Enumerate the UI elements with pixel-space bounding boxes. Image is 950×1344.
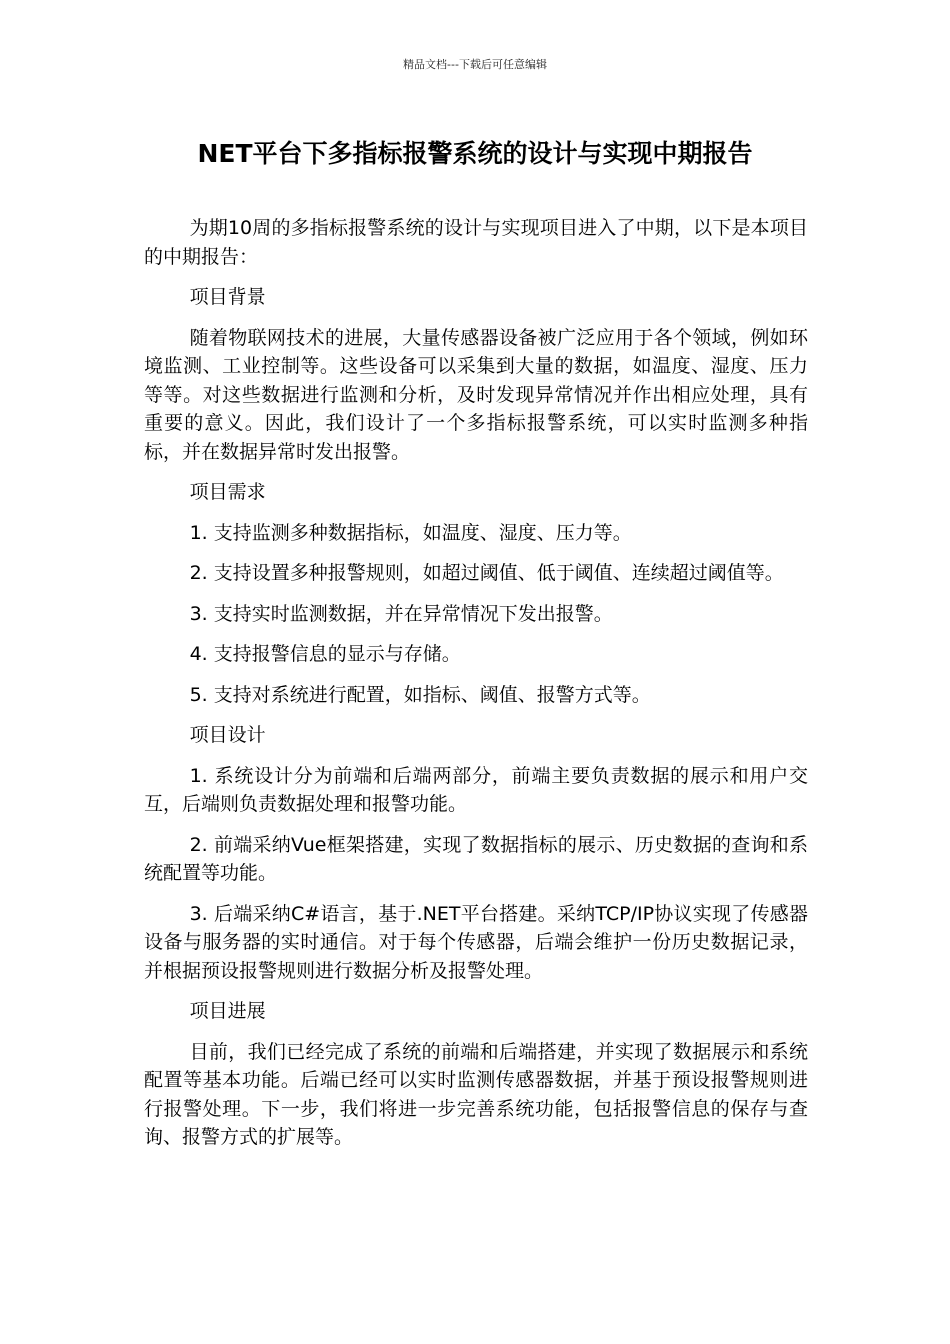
header-note: 精品文档---下载后可任意编辑 <box>403 58 547 71</box>
section-heading-background: 项目背景 <box>189 286 266 308</box>
requirement-item-1: 1. 支持监测多种数据指标，如温度、湿度、压力等。 <box>189 521 632 544</box>
progress-paragraph: 目前，我们已经完成了系统的前端和后端搭建，并实现了数据展示和系统配置等基本功能。后端已经可以实时监测传感器数据，并基于预设报警规则进行报警处理。下一步，我们将进一步完善系统功能，包括报警信息的保存与查询、报警方式的扩展等。 <box>144 1040 808 1148</box>
requirement-item-4: 4. 支持报警信息的显示与存储。 <box>189 643 461 665</box>
requirement-item-5: 5. 支持对系统进行配置，如指标、阈值、报警方式等。 <box>189 683 651 706</box>
requirement-item-3: 3. 支持实时监测数据，并在异常情况下发出报警。 <box>189 602 613 625</box>
intro-paragraph: 为期10周的多指标报警系统的设计与实现项目进入了中期，以下是本项目的中期报告： <box>144 217 808 268</box>
section-heading-design: 项目设计 <box>189 724 266 746</box>
design-item-3: 3. 后端采纳C#语言，基于.NET平台搭建。采纳TCP/IP协议实现了传感器设备与服务器的实时通信。对于每个传感器，后端会维护一份历史数据记录，并根据预设报警规则进行数据分析及报警处理。 <box>144 902 808 982</box>
document-body <box>144 214 808 1164</box>
document-title: NET平台下多指标报警系统的设计与实现中期报告 <box>197 139 753 168</box>
design-item-2: 2. 前端采纳Vue框架搭建，实现了数据指标的展示、历史数据的查询和系统配置等功能。 <box>144 833 808 884</box>
section-heading-progress: 项目进展 <box>189 1000 266 1022</box>
background-paragraph: 随着物联网技术的进展，大量传感器设备被广泛应用于各个领域，例如环境监测、工业控制等。这些设备可以采集到大量的数据，如温度、湿度、压力等等。对这些数据进行监测和分析，及时发现异常情况并作出相应处理，具有重要的意义。因此，我们设计了一个多指标报警系统，可以实时监测多种指标，并在数据异常时发出报警。 <box>144 326 808 463</box>
requirement-item-2: 2. 支持设置多种报警规则，如超过阈值、低于阈值、连续超过阈值等。 <box>189 562 784 584</box>
section-heading-requirements: 项目需求 <box>189 481 266 503</box>
design-item-1: 1. 系统设计分为前端和后端两部分，前端主要负责数据的展示和用户交互，后端则负责数据处理和报警功能。 <box>144 764 808 815</box>
